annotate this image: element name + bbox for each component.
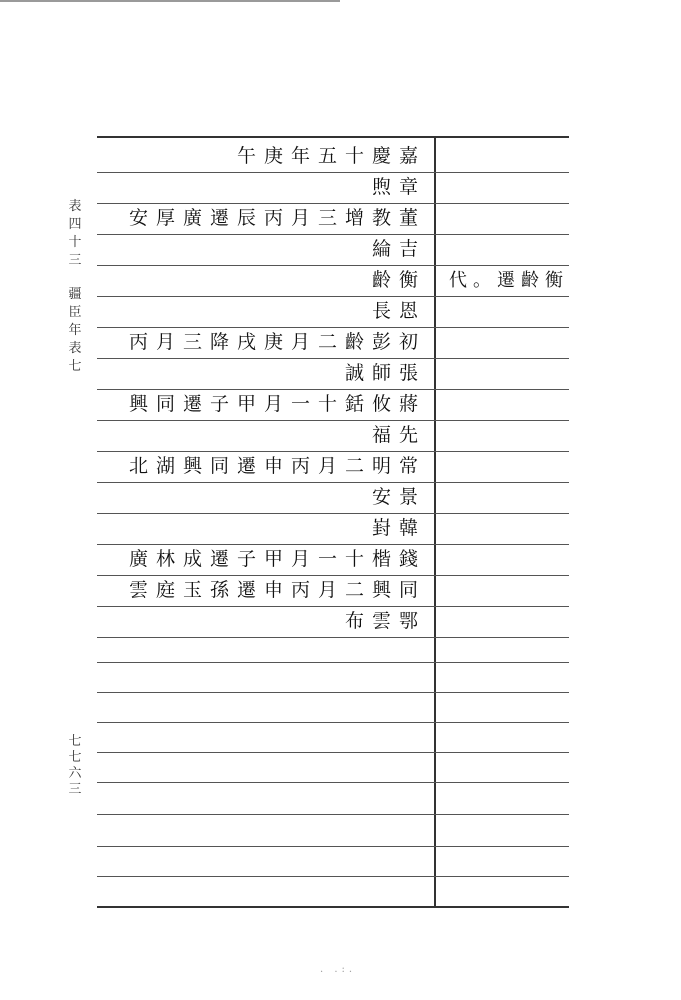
table-rule (97, 265, 569, 266)
table-row: 長恩 (371, 300, 426, 322)
table-rule (97, 814, 569, 815)
table-rule (97, 782, 569, 783)
footer-dots: . .:. (320, 964, 357, 975)
table-row: 布雲鄂 (344, 610, 426, 632)
table-rule (97, 637, 569, 638)
table-rule (97, 692, 569, 693)
page-number (66, 734, 84, 798)
side-char: 三 (68, 253, 82, 268)
side-char: 臣 (68, 305, 82, 320)
page-digit: 七 (68, 750, 82, 765)
page-digit: 六 (68, 766, 82, 781)
official-table (97, 136, 569, 908)
table-rule (97, 451, 569, 452)
table-rule (97, 662, 569, 663)
table-row: 齡衡 (371, 269, 426, 291)
side-char: 表 (68, 341, 82, 356)
side-char: 疆 (68, 287, 82, 302)
table-row: 福先 (371, 424, 426, 446)
table-rule (97, 172, 569, 173)
table-rule (97, 358, 569, 359)
table-rule (97, 876, 569, 877)
table-rule (97, 296, 569, 297)
table-rule (97, 722, 569, 723)
table-row: 北湖興同遷申丙月二明常 (128, 455, 426, 477)
table-row: 誠師張 (344, 362, 426, 384)
table-rule (97, 906, 569, 908)
table-rule (97, 752, 569, 753)
table-row: 崶韓 (371, 517, 426, 539)
table-rule (97, 234, 569, 235)
page-digit: 三 (68, 782, 82, 797)
column-divider (434, 136, 436, 908)
table-row: 安厚廣遷辰丙月三增教董 (128, 207, 426, 229)
table-rule (97, 606, 569, 607)
top-rule (0, 0, 340, 2)
side-char: 十 (68, 235, 82, 250)
table-rule (97, 482, 569, 483)
table-row: 煦章 (371, 176, 426, 198)
table-rule (97, 327, 569, 328)
table-rule (97, 203, 569, 204)
table-rule (97, 846, 569, 847)
table-rule (97, 575, 569, 576)
right-column-note: 代。遷齡衡 (449, 270, 569, 291)
table-rule (97, 544, 569, 545)
table-row: 綸吉 (371, 238, 426, 260)
side-char: 七 (68, 359, 82, 374)
side-char: 年 (68, 323, 82, 338)
table-row: 丙月三降戌庚月二齡彭初 (128, 331, 426, 353)
side-char: 表 (68, 199, 82, 214)
table-row: 安景 (371, 486, 426, 508)
table-rule (97, 420, 569, 421)
page-digit: 七 (68, 734, 82, 749)
side-chapter-label (66, 198, 84, 376)
table-row: 興同遷子甲月一十銛攸蔣 (128, 393, 426, 415)
table-row: 午庚年五十慶嘉 (236, 145, 426, 167)
table-rule (97, 513, 569, 514)
side-char: 四 (68, 217, 82, 232)
table-rule (97, 136, 569, 138)
table-rule (97, 389, 569, 390)
table-row: 雲庭玉孫遷申丙月二興同 (128, 579, 426, 601)
table-row: 廣林成遷子甲月一十楷錢 (128, 548, 426, 570)
